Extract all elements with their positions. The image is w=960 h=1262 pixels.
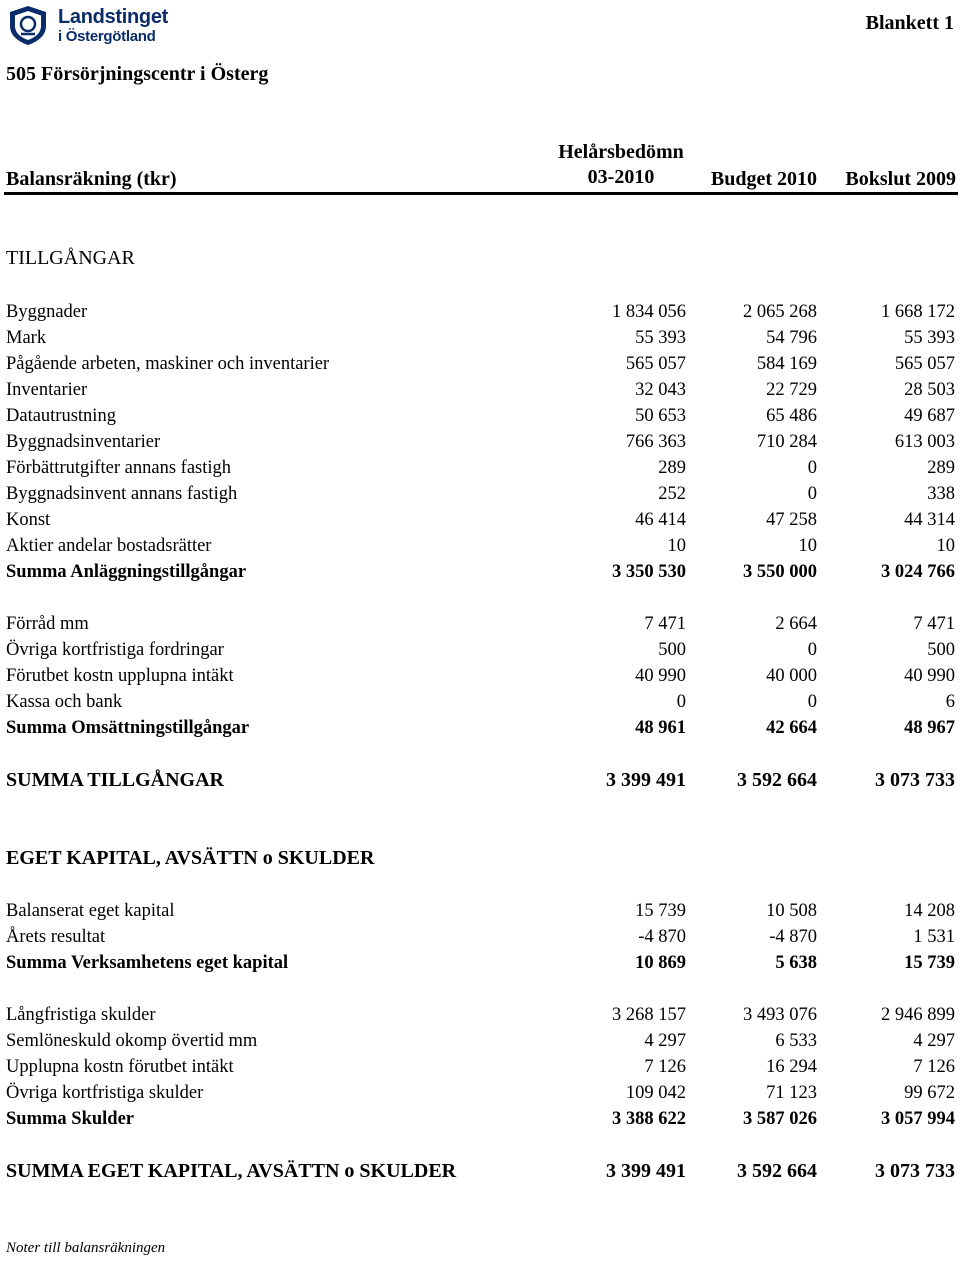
value-forecast: 7 471 <box>644 614 686 634</box>
value-budget: 2 065 268 <box>743 302 817 322</box>
table-row <box>0 1054 960 1080</box>
logo-line-2: i Östergötland <box>58 28 156 45</box>
row-label: Kassa och bank <box>6 692 123 712</box>
value-bokslut: 289 <box>927 458 955 478</box>
row-label: Summa Anläggningstillgångar <box>6 562 247 582</box>
table-title: Balansräkning (tkr) <box>6 168 177 190</box>
row-label: Förutbet kostn upplupna intäkt <box>6 666 234 686</box>
value-forecast: 252 <box>658 484 686 504</box>
value-forecast: 565 057 <box>625 354 686 374</box>
value-bokslut: 1 531 <box>913 927 955 947</box>
value-budget: 0 <box>807 640 817 660</box>
value-forecast: 3 350 530 <box>612 562 686 582</box>
value-budget: 40 000 <box>766 666 817 686</box>
value-budget: 0 <box>807 692 817 712</box>
value-forecast: 4 297 <box>644 1031 686 1051</box>
sum-current-assets-row <box>0 715 960 741</box>
value-bokslut: 3 073 733 <box>875 1160 955 1182</box>
row-label: Upplupna kostn förutbet intäkt <box>6 1057 234 1077</box>
value-bokslut: 99 672 <box>904 1083 955 1103</box>
value-forecast: 500 <box>658 640 686 660</box>
table-row <box>0 1002 960 1028</box>
value-budget: 10 508 <box>766 901 817 921</box>
table-row <box>0 924 960 950</box>
value-forecast: 50 653 <box>635 406 686 426</box>
table-row <box>0 898 960 924</box>
footnote-link[interactable]: Noter till balansräkningen <box>6 1240 166 1256</box>
value-bokslut: 3 073 733 <box>875 769 955 791</box>
value-forecast: 3 399 491 <box>606 1160 686 1182</box>
row-label: Semlöneskuld okomp övertid mm <box>6 1031 258 1051</box>
col-header-bokslut: Bokslut 2009 <box>845 168 956 190</box>
row-label: Balanserat eget kapital <box>6 901 175 921</box>
value-bokslut: 3 057 994 <box>881 1109 955 1129</box>
value-budget: 42 664 <box>766 718 817 738</box>
row-label: Datautrustning <box>6 406 116 426</box>
row-label: Konst <box>6 510 51 530</box>
logo-emblem-icon <box>6 4 50 46</box>
row-label: Summa Verksamhetens eget kapital <box>6 953 289 973</box>
table-row <box>0 637 960 663</box>
value-forecast: 46 414 <box>635 510 686 530</box>
value-budget: 54 796 <box>766 328 817 348</box>
value-forecast: -4 870 <box>638 927 686 947</box>
value-budget: 584 169 <box>756 354 817 374</box>
value-bokslut: 500 <box>927 640 955 660</box>
value-bokslut: 14 208 <box>904 901 955 921</box>
value-forecast: 766 363 <box>625 432 686 452</box>
sum-total-row <box>0 1158 960 1184</box>
value-budget: 10 <box>798 536 817 556</box>
value-forecast: 3 388 622 <box>612 1109 686 1129</box>
value-bokslut: 1 668 172 <box>881 302 955 322</box>
table-row <box>0 299 960 325</box>
value-bokslut: 6 <box>945 692 955 712</box>
row-label: Övriga kortfristiga skulder <box>6 1083 204 1103</box>
value-budget: 2 664 <box>775 614 817 634</box>
value-budget: 710 284 <box>756 432 817 452</box>
value-budget: 5 638 <box>775 953 817 973</box>
row-label: Förråd mm <box>6 614 89 634</box>
value-forecast: 3 399 491 <box>606 769 686 791</box>
landstinget-logo <box>6 4 182 46</box>
row-label: Långfristiga skulder <box>6 1005 156 1025</box>
value-bokslut: 15 739 <box>904 953 955 973</box>
value-budget: 0 <box>807 484 817 504</box>
value-bokslut: 48 967 <box>904 718 955 738</box>
row-label: Övriga kortfristiga fordringar <box>6 640 224 660</box>
value-budget: 71 123 <box>766 1083 817 1103</box>
section-heading-equity: EGET KAPITAL, AVSÄTTN o SKULDER <box>6 847 375 869</box>
value-budget: 47 258 <box>766 510 817 530</box>
value-bokslut: 10 <box>936 536 955 556</box>
table-row <box>0 325 960 351</box>
table-row <box>0 663 960 689</box>
value-forecast: 55 393 <box>635 328 686 348</box>
sum-liabilities-row <box>0 1106 960 1132</box>
value-bokslut: 565 057 <box>894 354 955 374</box>
value-forecast: 48 961 <box>635 718 686 738</box>
col-header-forecast-line1: Helårsbedömn <box>558 141 684 163</box>
row-label: SUMMA EGET KAPITAL, AVSÄTTN o SKULDER <box>6 1160 457 1182</box>
row-label: SUMMA TILLGÅNGAR <box>6 769 224 791</box>
value-budget: 3 587 026 <box>743 1109 817 1129</box>
table-row <box>0 689 960 715</box>
sum-equity-row <box>0 950 960 976</box>
value-forecast: 289 <box>658 458 686 478</box>
value-forecast: 1 834 056 <box>612 302 686 322</box>
table-row <box>0 377 960 403</box>
table-row <box>0 611 960 637</box>
row-label: Förbättrutgifter annans fastigh <box>6 458 232 478</box>
table-row <box>0 507 960 533</box>
value-bokslut: 4 297 <box>913 1031 955 1051</box>
row-label: Summa Omsättningstillgångar <box>6 718 250 738</box>
table-row <box>0 403 960 429</box>
row-label: Byggnadsinventarier <box>6 432 161 452</box>
table-row <box>0 1028 960 1054</box>
value-bokslut: 28 503 <box>904 380 955 400</box>
value-bokslut: 613 003 <box>894 432 955 452</box>
row-label: Byggnader <box>6 302 88 322</box>
value-forecast: 10 869 <box>635 953 686 973</box>
value-forecast: 10 <box>667 536 686 556</box>
table-row <box>0 351 960 377</box>
table-row <box>0 455 960 481</box>
value-forecast: 40 990 <box>635 666 686 686</box>
sum-fixed-assets-row <box>0 559 960 585</box>
value-forecast: 7 126 <box>644 1057 686 1077</box>
sum-assets-row <box>0 767 960 793</box>
row-label: Pågående arbeten, maskiner och inventarier <box>6 354 330 374</box>
value-budget: 65 486 <box>766 406 817 426</box>
row-label: Aktier andelar bostadsrätter <box>6 536 212 556</box>
value-bokslut: 7 471 <box>913 614 955 634</box>
value-bokslut: 49 687 <box>904 406 955 426</box>
value-forecast: 0 <box>676 692 686 712</box>
value-bokslut: 55 393 <box>904 328 955 348</box>
value-bokslut: 7 126 <box>913 1057 955 1077</box>
value-bokslut: 338 <box>927 484 955 504</box>
col-header-forecast-line2: 03-2010 <box>587 166 655 188</box>
value-forecast: 32 043 <box>635 380 686 400</box>
section-heading-assets: TILLGÅNGAR <box>6 247 135 269</box>
value-budget: 6 533 <box>775 1031 817 1051</box>
value-budget: 3 592 664 <box>737 1160 817 1182</box>
header-divider <box>4 192 958 195</box>
value-budget: 3 550 000 <box>743 562 817 582</box>
value-forecast: 3 268 157 <box>612 1005 686 1025</box>
form-number: Blankett 1 <box>865 12 954 34</box>
value-bokslut: 3 024 766 <box>881 562 955 582</box>
table-row <box>0 1080 960 1106</box>
value-bokslut: 44 314 <box>904 510 955 530</box>
row-label: Byggnadsinvent annans fastigh <box>6 484 238 504</box>
table-row <box>0 533 960 559</box>
value-bokslut: 2 946 899 <box>881 1005 955 1025</box>
table-row <box>0 481 960 507</box>
row-label: Mark <box>6 328 47 348</box>
value-budget: 22 729 <box>766 380 817 400</box>
value-budget: 3 493 076 <box>743 1005 817 1025</box>
value-budget: 0 <box>807 458 817 478</box>
table-row <box>0 429 960 455</box>
value-budget: -4 870 <box>769 927 817 947</box>
value-budget: 3 592 664 <box>737 769 817 791</box>
value-bokslut: 40 990 <box>904 666 955 686</box>
row-label: Inventarier <box>6 380 88 400</box>
col-header-budget: Budget 2010 <box>710 168 817 190</box>
value-forecast: 109 042 <box>625 1083 686 1103</box>
logo-line-1: Landstinget <box>58 6 169 28</box>
value-budget: 16 294 <box>766 1057 817 1077</box>
value-forecast: 15 739 <box>635 901 686 921</box>
row-label: Årets resultat <box>6 927 106 947</box>
unit-title: 505 Försörjningscentr i Österg <box>6 63 269 85</box>
row-label: Summa Skulder <box>6 1109 134 1129</box>
